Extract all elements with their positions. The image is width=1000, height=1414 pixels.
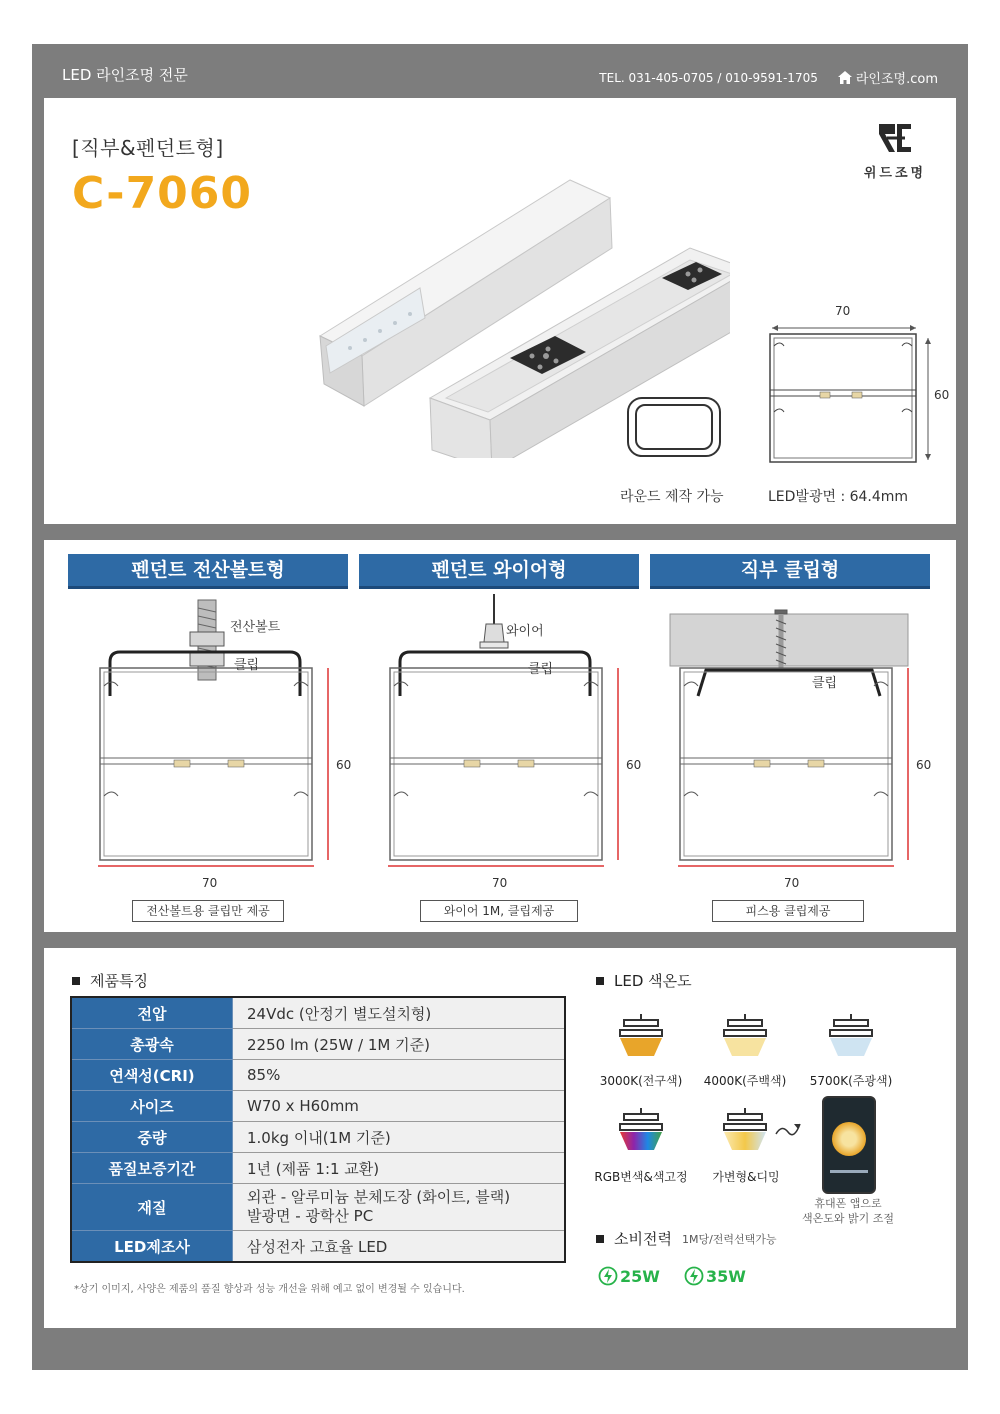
color-temp-heading	[596, 970, 692, 991]
home-icon	[838, 71, 852, 84]
table-row	[71, 997, 565, 1029]
bullet-square-icon	[596, 1235, 604, 1243]
table-row	[71, 1091, 565, 1122]
lamp-3000k-icon	[616, 1014, 666, 1062]
spec-value: 2250 lm (25W / 1M 기준)	[233, 1029, 566, 1060]
features-heading	[72, 970, 148, 991]
lamp-5700k-label: 5700K(주광색)	[809, 1074, 893, 1088]
phone-app-image	[822, 1096, 876, 1194]
power-25w-label: 25W	[620, 1266, 660, 1286]
spec-value: 삼성전자 고효율 LED	[233, 1231, 566, 1263]
clip-label-clip: 클립	[812, 676, 838, 691]
product-model: C-7060	[72, 168, 253, 219]
bolt-type-diagram	[78, 594, 358, 894]
brand-mark-icon	[875, 120, 915, 156]
wire-label-wire: 와이어	[506, 624, 544, 639]
spec-value-line: 외관 - 알루미늄 분체도장 (화이트, 블랙)	[247, 1188, 511, 1206]
header-site[interactable]	[838, 68, 938, 87]
header-tagline: LED 라인조명 전문	[62, 66, 188, 84]
cross-section-diagram	[760, 316, 950, 476]
round-caption: 라운드 제작 가능	[620, 489, 724, 505]
table-row	[71, 1060, 565, 1091]
clip-dim-height: 60	[916, 758, 932, 772]
brand-name: 위드조명	[863, 166, 927, 181]
bolt-label-bolt: 전산볼트	[230, 620, 281, 635]
lamp-dimming-icon	[720, 1108, 770, 1158]
spec-key: 연색성(CRI)	[71, 1060, 233, 1091]
bolt-dim-height: 60	[336, 758, 352, 772]
power-35w-label: 35W	[706, 1266, 746, 1286]
dim-width-label: 70	[835, 304, 851, 318]
power-option-25w	[598, 1266, 660, 1286]
lamp-3000k-label: 3000K(전구색)	[599, 1074, 683, 1088]
arrow-icon	[774, 1120, 804, 1140]
power-title: 소비전력	[614, 1230, 672, 1248]
lightning-icon	[684, 1266, 704, 1286]
lamp-4000k-label: 4000K(주백색)	[703, 1074, 787, 1088]
spec-key: 재질	[71, 1184, 233, 1231]
power-heading	[596, 1228, 777, 1249]
spec-value-line: 발광면 - 광학산 PC	[247, 1207, 374, 1225]
lamp-rgb-label: RGB변색&색고정	[594, 1170, 688, 1184]
type-title-bolt: 펜던트 전산볼트형	[68, 554, 348, 586]
dim-height-label: 60	[934, 388, 950, 402]
emit-caption: LED발광면 : 64.4mm	[768, 489, 909, 505]
lamp-4000k-icon	[720, 1014, 770, 1062]
lightning-icon	[598, 1266, 618, 1286]
phone-dial-icon	[832, 1122, 866, 1156]
table-row	[71, 1231, 565, 1263]
spec-key: 총광속	[71, 1029, 233, 1060]
spec-value: 1.0kg 이내(1M 기준)	[233, 1122, 566, 1153]
table-row	[71, 1153, 565, 1184]
spec-value: 1년 (제품 1:1 교환)	[233, 1153, 566, 1184]
bullet-square-icon	[596, 977, 604, 985]
phone-note-line: 색온도와 밝기 조절	[801, 1212, 894, 1225]
bolt-caption: 전산볼트용 클립만 제공	[132, 900, 284, 922]
spec-key: LED제조사	[71, 1231, 233, 1263]
header-contact	[599, 68, 938, 87]
product-subtitle: [직부&펜던트형]	[72, 136, 224, 160]
power-subtitle: 1M당/전력선택가능	[681, 1232, 777, 1246]
spec-value	[233, 1184, 566, 1231]
clip-type-diagram	[658, 594, 938, 894]
lamp-dimming-label: 가변형&디밍	[712, 1170, 780, 1184]
site-label: 라인조명.com	[855, 72, 938, 87]
round-shape-diagram	[626, 396, 722, 458]
features-table	[70, 996, 566, 1263]
wire-dim-width: 70	[492, 876, 508, 890]
bolt-label-clip: 클립	[234, 658, 260, 673]
features-title: 제품특징	[90, 972, 148, 990]
clip-dim-width: 70	[784, 876, 800, 890]
spec-key: 품질보증기간	[71, 1153, 233, 1184]
type-title-clip: 직부 클립형	[650, 554, 930, 586]
wire-dim-height: 60	[626, 758, 642, 772]
power-option-35w	[684, 1266, 746, 1286]
spec-value: 85%	[233, 1060, 566, 1091]
color-temp-title: LED 색온도	[614, 972, 692, 990]
brand-logo	[860, 120, 930, 181]
product-panel	[44, 98, 956, 524]
spec-value: 24Vdc (안정기 별도설치형)	[233, 997, 566, 1029]
bullet-square-icon	[72, 977, 80, 985]
header-phone: TEL. 031-405-0705 / 010-9591-1705	[599, 70, 818, 85]
spec-panel	[44, 948, 956, 1328]
table-row	[71, 1122, 565, 1153]
table-row	[71, 1029, 565, 1060]
phone-slider-icon	[830, 1170, 868, 1173]
header-bar	[32, 44, 968, 98]
bolt-dim-width: 70	[202, 876, 218, 890]
table-row	[71, 1184, 565, 1231]
phone-note-line: 휴대폰 앱으로	[814, 1197, 882, 1210]
phone-note	[788, 1196, 908, 1226]
lamp-5700k-icon	[826, 1014, 876, 1062]
spec-key: 사이즈	[71, 1091, 233, 1122]
type-title-wire: 펜던트 와이어형	[359, 554, 639, 586]
spec-value: W70 x H60mm	[233, 1091, 566, 1122]
wire-type-diagram	[368, 594, 648, 894]
mount-types-panel	[44, 540, 956, 932]
wire-caption: 와이어 1M, 클립제공	[420, 900, 578, 922]
lamp-rgb-icon	[616, 1108, 666, 1158]
wire-label-clip: 클립	[528, 662, 554, 677]
spec-key: 중량	[71, 1122, 233, 1153]
disclaimer-note: *상기 이미지, 사양은 제품의 품질 향상과 성능 개선을 위해 예고 없이 변경될 수 있습니다.	[74, 1284, 465, 1295]
spec-key: 전압	[71, 997, 233, 1029]
clip-caption: 피스용 클립제공	[712, 900, 864, 922]
